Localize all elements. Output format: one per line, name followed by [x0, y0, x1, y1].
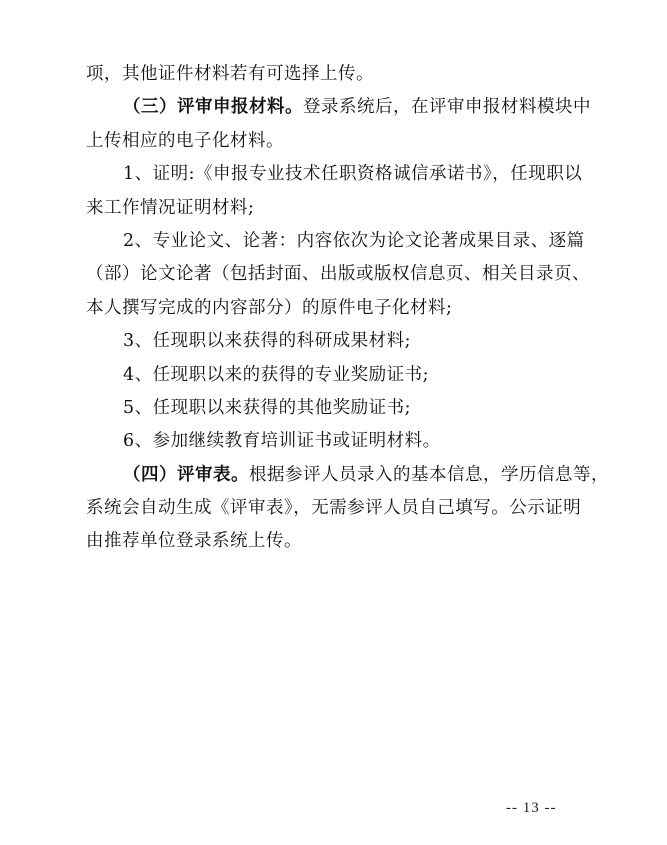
list-item-line — [86, 359, 586, 392]
page-number: -- 13 -- — [506, 800, 557, 816]
line-text: 1、证明:《申报专业技术任职资格诚信承诺书》，任现职以 — [123, 164, 583, 185]
line-text: 由推荐单位登录系统上传。 — [86, 531, 302, 552]
text-line — [86, 525, 586, 558]
section-heading-line — [86, 459, 609, 492]
text-line — [86, 125, 586, 158]
list-item-line — [86, 225, 586, 258]
text-line — [86, 492, 586, 525]
section-heading: （四）评审表。 — [123, 464, 249, 485]
list-item-line — [86, 158, 586, 191]
text-line — [86, 192, 586, 225]
text-line — [86, 58, 586, 91]
list-item-line — [86, 425, 586, 458]
line-text: 5、任现职以来获得的其他奖励证书; — [123, 397, 412, 418]
line-text: 本人撰写完成的内容部分）的原件电子化材料; — [86, 297, 453, 318]
line-text: 3、任现职以来获得的科研成果材料; — [123, 331, 412, 352]
section-heading: （三）评审申报材料。 — [123, 97, 303, 118]
line-text: 项，其他证件材料若有可选择上传。 — [86, 64, 374, 84]
list-item-line — [86, 392, 586, 425]
line-text: 2、专业论文、论著：内容依次为论文论著成果目录、逐篇 — [123, 230, 585, 251]
document-body — [86, 58, 609, 559]
line-text: 4、任现职以来的获得的专业奖励证书; — [123, 364, 430, 385]
line-text: 登录系统后，在评审申报材料模块中 — [303, 97, 591, 118]
line-text: 6、参加继续教育培训证书或证明材料。 — [123, 431, 441, 452]
text-line — [86, 258, 590, 291]
line-text: 来工作情况证明材料; — [86, 197, 255, 218]
line-text: 根据参评人员录入的基本信息，学历信息等， — [249, 464, 609, 485]
line-text: 系统会自动生成《评审表》，无需参评人员自己填写。公示证明 — [86, 498, 582, 519]
text-line — [86, 292, 586, 325]
list-item-line — [86, 325, 586, 358]
line-text: 上传相应的电子化材料。 — [86, 130, 284, 151]
line-text: （部）论文论著（包括封面、出版或版权信息页、相关目录页、 — [86, 264, 590, 285]
section-heading-line — [86, 91, 591, 124]
